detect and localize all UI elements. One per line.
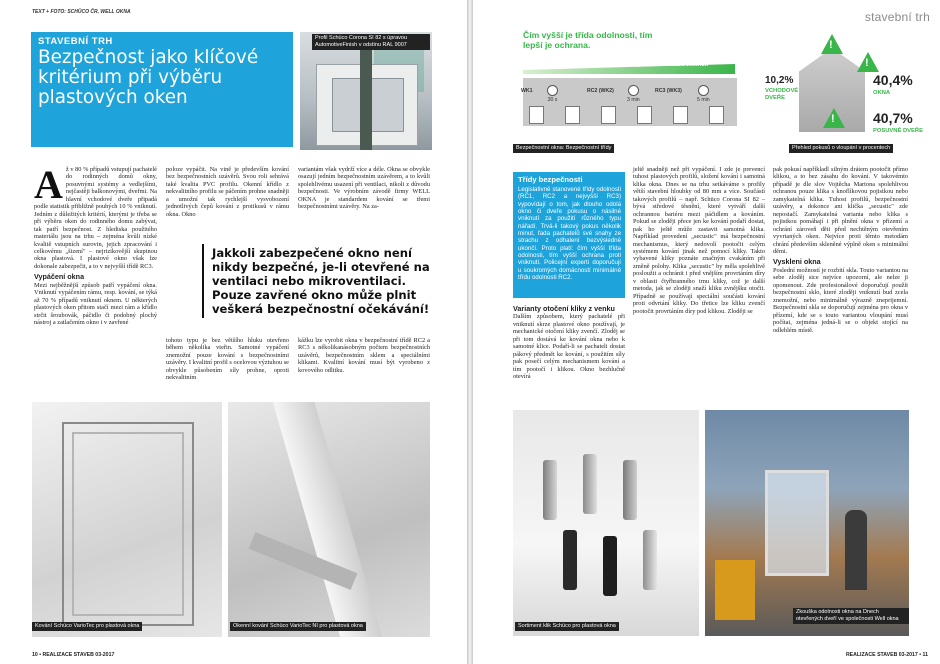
hardware-photo-1 [32,402,222,637]
security-class-infographic [513,28,743,150]
left-folio: 10 • REALIZACE STAVEB 03-2017 [32,652,115,658]
seal-strip [360,50,372,150]
step-rc3 [655,88,682,94]
step-rc2-class: RC2 (WK2) [587,88,614,94]
warning-icon: ! [857,52,879,72]
handle-4 [563,530,577,590]
column-3-bottom [298,337,430,374]
photo1-caption: Kování Schüco VarioTec pro plastová okna [32,622,142,631]
sidebar-title: Třídy bezpečnosti [518,175,583,184]
hardware-photo-2 [228,402,430,637]
step-wk1-class: WK1 [521,88,533,94]
intro-column [34,162,157,327]
headline-block [31,32,293,147]
col2-text: poloze vypáčit. Na vině je především kování bez bezpečnostních uzávěrů. Svou roli sehrává také kvalita PVC profilu. Okenní křídlo z nekvalitního profilu se páčením prohne snadněji a umožní tak rychlejší vysvobození jednotlivých čepů kování z protikusů v rámu okna. Okno [166,166,289,218]
column-3 [298,166,430,211]
section-kicker: STAVEBNÍ TRH [38,36,113,47]
right-col3-text2: Poslední možností je rozbití skla. Touto variantou na sebe zloděj sice nejvíce upozorní, ale nelze ji opomenout. Zde profesionálové doporučují použít bezpečnostní sklo, které zloději vniknutí bud zcela znemožní, nebo minimálně výrazně zneprijemní. Bezpečnostní skla se doporučují zejména pro okna v přízemí, kde se s touto variantou vloupání musí počítat, zejména jedná-li se o objekt stojící na odlehlém místě. [773,266,908,334]
handle-1 [543,460,557,520]
burglary-stats-graphic [765,30,935,150]
hammer-icon [709,106,724,124]
pliers-icon [601,106,616,124]
step-rc2 [587,88,614,94]
security-classes-sidebar [513,172,625,298]
screwdriver-icon [565,106,580,124]
timer-icon [547,85,558,96]
resistance-bar-label: Narůstající doba odolání vniknutí [617,62,709,68]
wedge-icon [637,106,652,124]
step-wk1 [521,88,533,94]
test-window [765,470,829,576]
right-col3-text: pak pokusí napříkladl silným drátem pootočit přímo klikou, a to bez zásahu do kování. V takovémto případě je dle slov Vojtěcha Martona spolehlivou ochranou pouze klika s knoflíkovou pojistkou nebo zamykatelná klika. Tuhost profilů, bezpečnostní uzávěry, a dokonce ani klička „secustic" zde nepostačí. Zamykatelná varianta nebo klika s pojistkou pomáhají i při plnění okna v přízemí a ochrání zároveň děti před nechtěným otevřením vyvrtaných oken. Nejvíce proti těmto metodám chrání především skleněné výplně oken s minimální děmi. [773,166,908,255]
test-caption: Zkouška odolnosti okna na Dnech otevřených dveří ve společnosti Well okna [793,608,909,624]
sidebar-text: Legislativně stanovené třídy odolnosti (RC1, RC2 a nejvyšší RC3) vypovídají o tom, jak dlouho odolá okno či dveře pokusu o násilné vniknutí za použití různého typu nářadí. Trvá-li takový pokus několik minut, řada pachatelů své snahy ze strachu z odhalení bezvýsledně ukončí. Proto platí: čím vyšší třída odolnosti, tím vyšší ochrana proti vniknutí. Policejní experti doporučují u soukromých domácností minimálně třídu odolnosti RC2. [518,186,621,282]
handles-caption: Sortiment klik Schüco pro plastová okna [515,622,619,631]
hand-icon [529,106,544,124]
step-rc3-class: RC3 (WK3) [655,88,682,94]
sash-frame-inner [72,432,184,616]
right-folio: REALIZACE STAVEB 03-2017 • 11 [845,652,928,658]
col3-text: variantám však vydrží více a déle. Okna se obvykle osazují jedním bezpečnostním uzávěrem, a to kvůli spolehlivému usazení při ventilaci, nikoli z důvodu bezpečnosti. Ve výrobním závodě firmy WELL OKNA je standardem kování se třemi bezpečnostními uzávěry. Na za- [298,166,430,211]
handle-2 [583,454,597,514]
workbench [715,560,755,620]
col1-text: Mezi nejběžnější způsob patří vypáčení okna. Vniknutí vypáčením rámu, resp. kování, se týká až 70 % případů vniknutí oknem. U některých plastových oken přitom stačí mezi rám a křídlo strčit šroubovák, páčidlo či podobný plochý nástroj a zatlačením okno i v zavřené [34,281,157,327]
right-column-3 [773,166,908,334]
drop-cap: A [34,162,63,207]
intro-text: ž v 80 % případů vstupují pachatelé do rodinných domů okny, posuvnými systémy a vedlejšími, nejčastěji balkonovými, dveřmi. Na hlavní vchodové dveře připadá podle statistik přibližně pouhých 10 % vniknutí. Jedním z důležitých kritérií, kterými je třeba se při výběru oken do rodinného domu zabývat, tak patří bezpečnost. Z hlediska použitého materiálu jsou na trhu – zejména kvůli nízké kvalitě vstupních surovin, jejich zpracování i celkovému „šizení" – nejrizikovější skupinou okna plastová. I plastové okno však lze dokonale zabezpečit, a to v nejvyšší třídě RC3. [34,166,157,270]
column-2-bottom [166,337,289,382]
handle-3 [623,460,637,520]
right-col2-text: jeltě snadněji než při vypáčení. I zde je prevencí tuhost plastových profilů, složení kování i samotná klika okna. Dnes se na trhu setkáváme s profily větší stavební hloubky od 80 mm a více. Součástí takových profilů – např. Schüco Corona SI 82 – bývá středové těsnění, které vytváří další ochrannou bariéru mezi páčidlem a kováním. Pokud se zloději přece jen ke kování podaří dostat, pak ho ještě může zastavit samotná klika. Například provedení „secustic" má bezpečnostní mechanismus, který nedovolí pootočit celým systémem kování jinak než pomocí kliky. Takto vybavené kliky poznáte značným cvakáním při změně polohy. Klika „secustic" by měla spolehlivě posloužit a ochránit i před vnějším provrtáním díry v oblasti čtyřhranného trnu kliky, což je další metoda, jak se zloději snaží kliku zvnějšku otočit. Případně se používají speciální součásti kování proti odvrtání kliky. Do třetice lze kliku zvenčí pootočit provrtáním díry pod klikou. Zloději se [633,166,765,315]
right-col1-text: Dalším způsobem, který pachatelé při vniknutí skrze plastové okno používají, je mechanické otočení kliky zvenčí. Zloděj se při tom dostává ke kování okna nebo k samotné klice. Podaří-li se pachateli dostat pákový předmět ke kování, s použitím síly pak posečí celým mechanismem kování a tím pootočí i klikou. Okno bezhlučně otevírá [513,313,625,381]
section-tag: stavební trh [864,10,930,24]
warning-icon: ! [821,34,843,54]
subhead-varianty: Varianty otočení kliky z venku [513,304,615,313]
photo2-caption: Okenní kování Schüco VarioTec NI pro plastová okna [230,622,366,631]
handle-5 [603,536,617,596]
handle-6 [643,530,657,590]
subhead-vyskleni: Vyskleni okna [773,257,821,267]
window-photo-caption: Profil Schüco Corona SI 82 s úpravou AutomotiveFinish v odstínu RAL 9007 [312,34,430,50]
stats-caption: Přehled pokusů o vloupání v procentech [789,144,893,153]
stat-doors: 10,2% VCHODOVÉ DVEŘE [765,75,799,101]
sash-profile [273,402,383,637]
timer-icon [698,85,709,96]
right-column-1 [513,302,625,381]
pull-quote: Jakkoli zabezpečené okno není nikdy bezpečné, je-li otevřené na ventilaci nebo mikroventilaci. Pouze zavřené okno může plnit veškerá bezpečnostní očekávání! [202,244,440,318]
crowbar-icon [673,106,688,124]
subhead-vypaceni: Vypáčení okna [34,272,85,282]
infographic-title: Čím vyšší je třída odolnosti, tím lepší je ochrana. [523,30,653,50]
infographic-caption: Bezpečnostní okna: Bezpečnostní třídy [513,144,614,153]
article-headline: Bezpečnost jako klíčové kritérium při výběru plastových oken [38,47,259,108]
stat-windows: 40,4% OKNA [873,72,913,96]
handles-photo [513,410,699,636]
author-credit: TEXT + FOTO: SCHÜCO ČR, WELL OKNA [32,9,131,15]
step-wk1-time: 30 s [547,85,558,103]
person [845,510,867,590]
stat-sliding-doors: 40,7% POSUVNÉ DVEŘE [873,110,923,134]
left-page [0,0,467,664]
step-rc2-time: 3 min [627,85,640,103]
timer-icon [628,85,639,96]
test-event-photo [705,410,909,636]
col3-bottom-text: kážku lze vyrobit okna v bezpečnostní třídě RC2 a RC3 s několikanásobným počtem bezpečnostních uzávěrů, bezpečnostním sklem a speciálními klikami. Kvalitní kování musí být vyrobeno z kovového odlitku. [298,337,430,374]
warning-icon: ! [823,108,845,128]
step-rc3-time: 5 min [697,85,710,103]
right-page [473,0,940,664]
right-column-2 [633,166,765,315]
column-2 [166,166,289,218]
col2-bottom-text: tohoto typu je bez většího hluku otevřeno během několika vteřin. Samotné vypáčení znemožní pouze kování s bezpečnostními uzávěry. I kvalitní profil s ocelovou výztuhou se obvykle působením síly prohne, oproti nekvalitním [166,337,289,382]
